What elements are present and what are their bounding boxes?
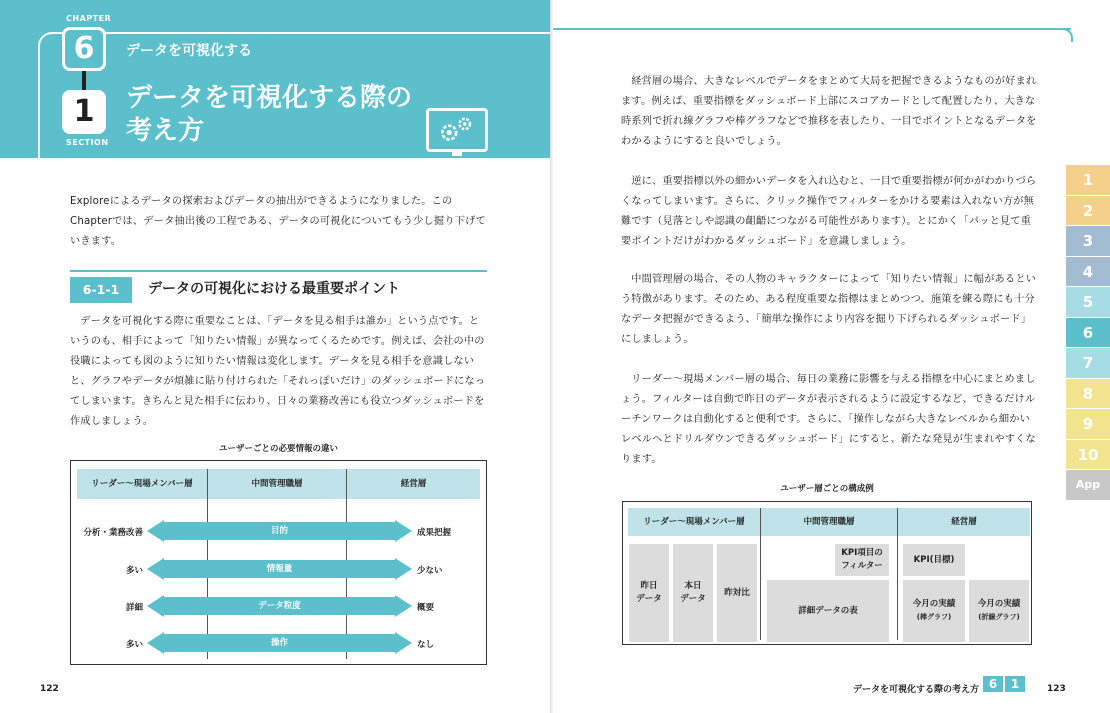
row-operation-left: 多い [125, 640, 143, 650]
box-detail-table: 詳細データの表 [767, 580, 889, 642]
box-yesterday-data: 昨日 データ [629, 544, 669, 642]
row-purpose-right: 成果把握 [417, 528, 452, 538]
tab-chapter-1[interactable]: 1 [1066, 165, 1110, 196]
row-granularity-left: 詳細 [125, 603, 143, 613]
box-today-data: 本日 データ [673, 544, 713, 642]
row-purpose-label: 目的 [163, 522, 396, 540]
chapter-title: データを可視化する [126, 43, 252, 59]
figure1-header-middle: 中間管理職層 [208, 469, 346, 499]
tab-chapter-5[interactable]: 5 [1066, 287, 1110, 318]
left-page [0, 0, 553, 713]
figure-layout-examples [622, 501, 1032, 645]
tab-chapter-8[interactable]: 8 [1066, 379, 1110, 410]
row-granularity-label: データ粒度 [163, 597, 396, 615]
row-purpose-left: 分析・業務改善 [83, 528, 143, 538]
subsection-title: データの可視化における最重要ポイント [148, 281, 400, 297]
section-label: SECTION [66, 138, 109, 147]
chapter-number: 6 [62, 27, 106, 71]
section-title: データを可視化する際の考え方 [126, 83, 413, 146]
row-volume-left: 多い [125, 566, 143, 576]
lead-paragraph: データを可視化する際に重要なことは、「データを見る相手は誰か」という点です。というのも、相手によって「知りたい情報」が異なってくるためです。例えば、会社の中の役職によっても図のように知りたい情報は変化します。データを見る相手を意識しないと、グラフやデータが煩雑に貼り付けられた「それっぽいだけ」のダッシュボードになってしまいます。きちんと見た相手に伝わり、日々の業務改善にも役立つダッシュボードを作成しましょう。 [70, 316, 486, 427]
box-monthly-line [969, 580, 1029, 642]
box-monthly-line-sub: (折線グラフ) [978, 613, 1020, 621]
row-operation-arrow [147, 632, 412, 654]
box-monthly-bar-title: 今月の実績 [912, 599, 956, 609]
figure2-header-exec: 経営層 [898, 508, 1030, 536]
figure2-divider [760, 508, 761, 640]
row-volume-label: 情報量 [163, 560, 396, 578]
heading-rule [70, 270, 487, 272]
figure2-header-middle: 中間管理職層 [761, 508, 897, 536]
intro-paragraph: Exploreによるデータの探索およびデータの抽出ができるようになりました。このChapterでは、データ抽出後の工程である、データの可視化についてもう少し掘り下げていきます。 [70, 196, 486, 247]
footer-section-badge: 1 [1005, 676, 1025, 692]
chapter-connector [82, 71, 86, 91]
box-monthly-line-title: 今月の実績 [977, 599, 1021, 609]
box-kpi-filter: KPI項目の フィルター [835, 544, 889, 576]
chapter-tabs [1066, 165, 1110, 501]
paragraph-avoid-detail: 逆に、重要指標以外の細かいデータを入れ込むと、一目で重要指標が何かがわかりづらくなってしまいます。さらに、クリック操作でフィルターをかける要素は入れない方が無難です（見落としや認識の齟齬につながる可能性があります）。とにかく「パッと見て重要ポイントだけがわかるダッシュボード」を意識しましょう。 [621, 176, 1037, 247]
row-operation-right: なし [417, 640, 435, 650]
tab-chapter-10[interactable]: 10 [1066, 440, 1110, 471]
top-rule [553, 28, 1071, 30]
row-granularity-arrow [147, 595, 412, 617]
tab-appendix[interactable]: App [1066, 470, 1110, 501]
page-number-right: 123 [1047, 684, 1066, 694]
tab-chapter-9[interactable]: 9 [1066, 409, 1110, 440]
row-operation-label: 操作 [163, 634, 396, 652]
tab-chapter-4[interactable]: 4 [1066, 257, 1110, 288]
top-rule-corner [1059, 28, 1073, 42]
footer-chapter-badge: 6 [983, 676, 1003, 692]
box-kpi-target: KPI(目標) [903, 544, 965, 576]
tab-chapter-7[interactable]: 7 [1066, 348, 1110, 379]
figure1-caption: ユーザーごとの必要情報の違い [218, 444, 338, 454]
page-number-left: 122 [40, 684, 59, 694]
subsection-number: 6-1-1 [70, 277, 132, 303]
figure2-divider [897, 508, 898, 640]
box-monthly-bar [903, 580, 965, 642]
monitor-stand [452, 150, 462, 156]
figure-user-needs [70, 460, 487, 665]
tab-chapter-6[interactable]: 6 [1066, 318, 1110, 349]
paragraph-middle: 中間管理層の場合、その人物のキャラクターによって「知りたい情報」に幅があるという特徴があります。そのため、ある程度重要な指標はまとめつつ、施策を練る際にも十分なデータ把握ができるよう、「簡単な操作により内容を掘り下げられるダッシュボード」にしましょう。 [621, 274, 1037, 345]
right-page [553, 0, 1110, 713]
figure2-caption: ユーザー層ごとの構成例 [780, 484, 874, 494]
figure2-header-leader: リーダー～現場メンバー層 [628, 508, 760, 536]
box-vs-last-year: 昨対比 [717, 544, 757, 642]
figure1-header-leader: リーダー～現場メンバー層 [77, 469, 207, 499]
row-purpose-arrow [147, 520, 412, 542]
paragraph-exec: 経営層の場合、大きなレベルでデータをまとめて大局を把握できるようなものが好まれます。例えば、重要指標をダッシュボード上部にスコアカードとして配置したり、大きな時系列で折れ線グラフや棒グラフなどで推移を表したり、一目でポイントとなるデータをわかるようにすると良いでしょう。 [621, 76, 1037, 147]
box-monthly-bar-sub: (棒グラフ) [916, 613, 952, 621]
monitor-gear-icon [426, 108, 488, 152]
tab-chapter-2[interactable]: 2 [1066, 196, 1110, 227]
section-number: 1 [62, 90, 106, 134]
row-volume-right: 少ない [417, 566, 443, 576]
row-volume-arrow [147, 558, 412, 580]
figure1-header-exec: 経営層 [347, 469, 480, 499]
chapter-label: CHAPTER [66, 14, 112, 23]
tab-chapter-3[interactable]: 3 [1066, 226, 1110, 257]
row-granularity-right: 概要 [417, 603, 435, 613]
footer-title: データを可視化する際の考え方 [853, 685, 980, 695]
paragraph-leader: リーダー～現場メンバー層の場合、毎日の業務に影響を与える指標を中心にまとめましょう。フィルターは自動で昨日のデータが表示されるように設定するなど、できるだけルーチンワークは自動化すると便利です。さらに、「操作しながら大きなレベルから細かいレベルへとドリルダウンできるダッシュボード」にすると、新たな発見が生まれやすくなります。 [621, 374, 1036, 465]
